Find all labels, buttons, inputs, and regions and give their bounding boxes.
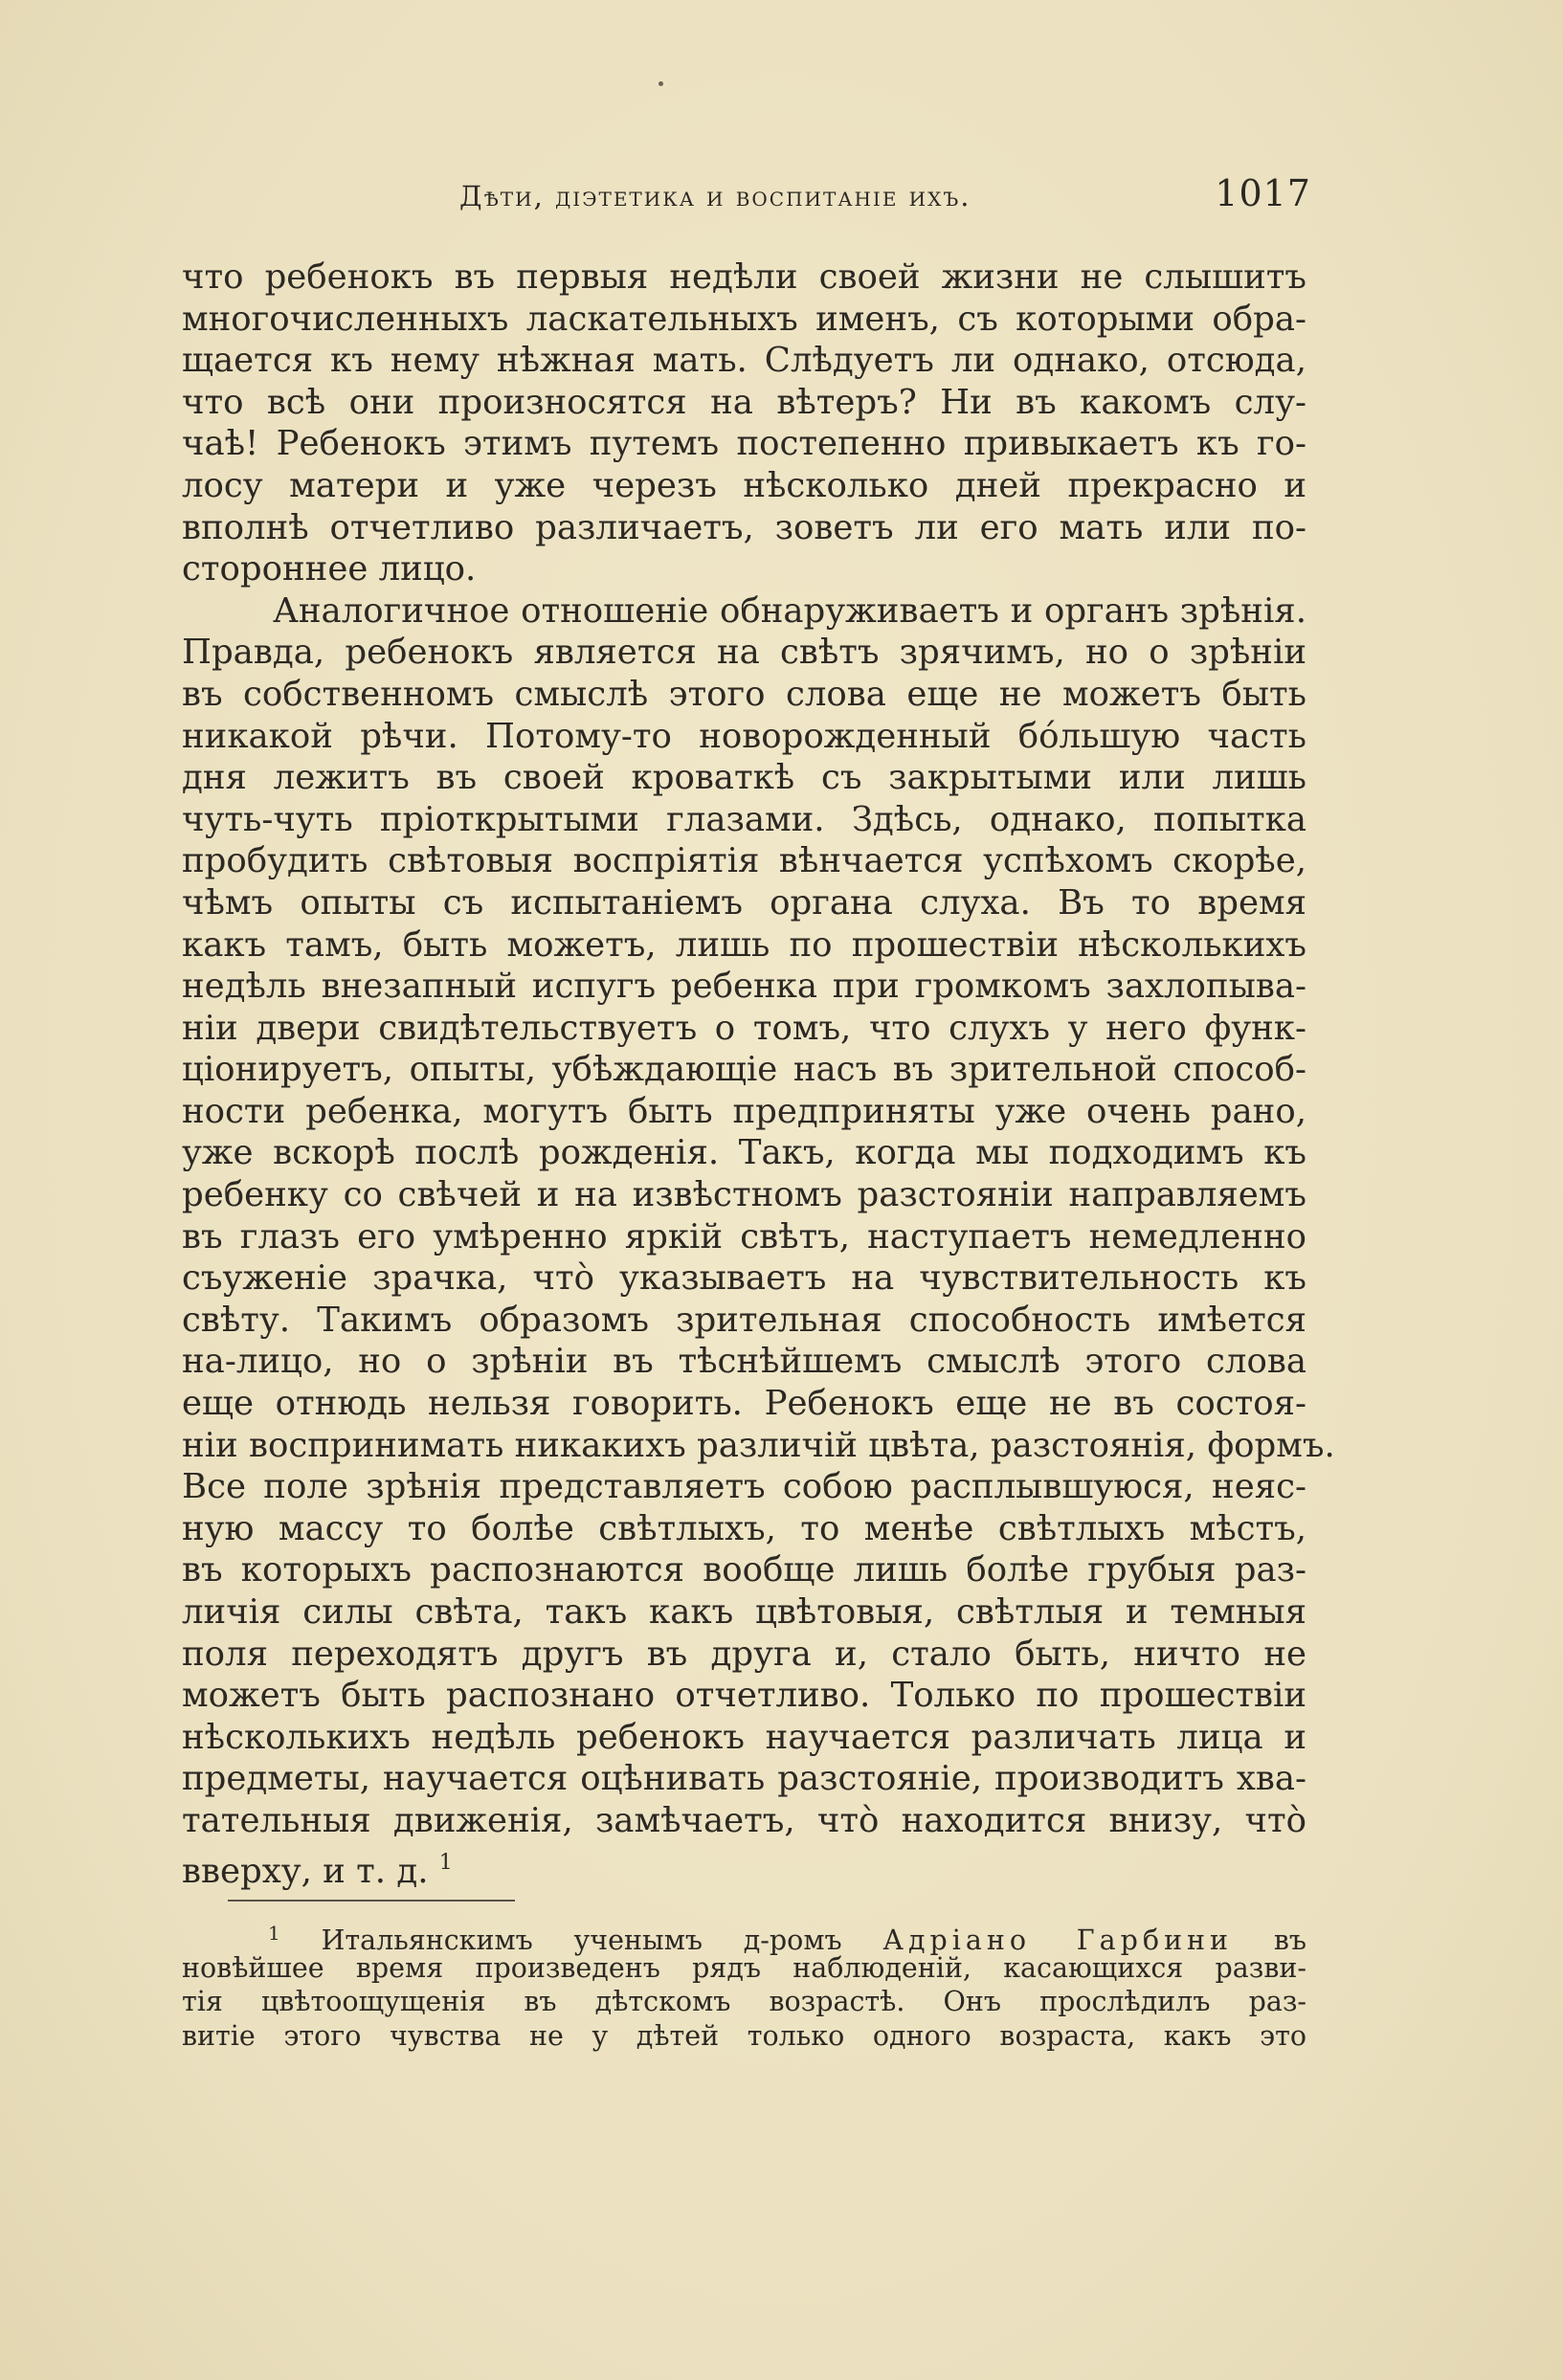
- text-line: ребенку со свѣчей и на извѣстномъ разстояніи направляемъ: [182, 1175, 1306, 1215]
- footnote-text: въ: [1273, 1924, 1307, 1956]
- footnote-text: Итальянскимъ ученымъ д-ромъ: [321, 1924, 842, 1956]
- text-line: въ которыхъ распознаются вообще лишь болѣе грубыя раз-: [182, 1550, 1306, 1590]
- text-line: поля переходятъ другъ въ друга и, стало быть, ничто не: [182, 1634, 1306, 1674]
- footnote-line: [182, 1917, 1307, 1956]
- text-line: пробудить свѣтовыя воспріятія вѣнчается успѣхомъ скорѣе,: [182, 841, 1306, 881]
- footnote-person-name: Адріано Гарбини: [882, 1924, 1234, 1956]
- text-line: съуженіе зрачка, чтò указываетъ на чувствительность къ: [182, 1258, 1306, 1299]
- text-line: чаѣ! Ребенокъ этимъ путемъ постепенно привыкаетъ къ го-: [182, 424, 1306, 464]
- text-line: что ребенокъ въ первыя недѣли своей жизни не слышитъ: [182, 257, 1306, 297]
- text-line: щается къ нему нѣжная мать. Слѣдуетъ ли однако, отсюда,: [182, 341, 1306, 381]
- footnote: [182, 1917, 1306, 2053]
- text-line: Аналогичное отношеніе обнаруживаетъ и органъ зрѣнія.: [273, 590, 1306, 631]
- text-line: можетъ быть распознано отчетливо. Только по прошествіи: [182, 1676, 1306, 1716]
- text-line: лосу матери и уже черезъ нѣсколько дней прекрасно и: [182, 465, 1306, 505]
- text-line: Правда, ребенокъ является на свѣтъ зрячимъ, но о зрѣніи: [182, 633, 1306, 673]
- text-line: ную массу то болѣе свѣтлыхъ, то менѣе свѣтлыхъ мѣстъ,: [182, 1508, 1306, 1548]
- text-line: личія силы свѣта, такъ какъ цвѣтовыя, свѣтлыя и темныя: [182, 1592, 1306, 1632]
- ink-speck: [659, 81, 663, 86]
- text-line: предметы, научается оцѣнивать разстояніе, производитъ хва-: [182, 1759, 1306, 1799]
- text-line: чѣмъ опыты съ испытаніемъ органа слуха. Въ то время: [182, 882, 1306, 923]
- text-line: въ глазъ его умѣренно яркій свѣтъ, наступаетъ немедленно: [182, 1216, 1306, 1257]
- footnote-line: витіе этого чувства не у дѣтей только одного возраста, какъ это: [182, 2019, 1306, 2052]
- footnote-line: новѣйшее время произведенъ рядъ наблюденій, касающихся разви-: [182, 1951, 1306, 1984]
- text-line: что всѣ они произносятся на вѣтеръ? Ни въ какомъ слу-: [182, 382, 1306, 422]
- footnote-divider: [228, 1900, 515, 1902]
- text-line: вполнѣ отчетливо различаетъ, зоветъ ли его мать или по-: [182, 507, 1306, 547]
- text-line: чуть-чуть пріоткрытыми глазами. Здѣсь, однако, попытка: [182, 799, 1306, 839]
- text-line: еще отнюдь нельзя говорить. Ребенокъ еще не въ состоя-: [182, 1384, 1306, 1424]
- text-line: какъ тамъ, быть можетъ, лишь по прошествіи нѣсколькихъ: [182, 924, 1306, 965]
- running-title: Дѣти, діэтетика и воспитаніе ихъ.: [459, 180, 971, 212]
- text-line: Все поле зрѣнія представляетъ собою расплывшуюся, неяс-: [182, 1467, 1306, 1507]
- text-line: недѣль внезапный испугъ ребенка при громкомъ захлопыва-: [182, 967, 1306, 1007]
- text-line: ности ребенка, могутъ быть предприняты уже очень рано,: [182, 1091, 1306, 1131]
- footnote-line: тія цвѣтоощущенія въ дѣтскомъ возрастѣ. Онъ прослѣдилъ раз-: [182, 1986, 1306, 2017]
- text-line: никакой рѣчи. Потому-то новорожденный бóльшую часть: [182, 716, 1306, 756]
- text-line: въ собственномъ смыслѣ этого слова еще не можетъ быть: [182, 674, 1306, 714]
- text-line: нѣсколькихъ недѣль ребенокъ научается различать лица и: [182, 1717, 1306, 1757]
- text-line: ніи воспринимать никакихъ различій цвѣта, разстоянія, формъ.: [182, 1425, 1335, 1465]
- text-line: тательныя движенія, замѣчаетъ, чтò находится внизу, чтò: [182, 1800, 1306, 1840]
- page-number: 1017: [1215, 172, 1311, 214]
- text-line: многочисленныхъ ласкательныхъ именъ, съ которыми обра-: [182, 299, 1306, 339]
- text-line-final: [182, 1842, 1306, 1891]
- body-text: [182, 256, 1335, 1891]
- text-line-final-content: вверху, и т. д.: [182, 1851, 429, 1891]
- text-line: ніи двери свидѣтельствуетъ о томъ, что слухъ у него функ-: [182, 1008, 1306, 1048]
- text-line: ціонируетъ, опыты, убѣждающіе насъ въ зрительной способ-: [182, 1050, 1306, 1090]
- running-head: [450, 172, 1311, 220]
- text-line: дня лежитъ въ своей кроваткѣ съ закрытыми или лишь: [182, 758, 1306, 798]
- footnote-reference[interactable]: 1: [438, 1850, 453, 1875]
- text-line: стороннее лицо.: [182, 549, 477, 589]
- footnote-marker: 1: [268, 1922, 280, 1945]
- text-line: на-лицо, но о зрѣніи въ тѣснѣйшемъ смыслѣ этого слова: [182, 1342, 1306, 1382]
- text-line: свѣту. Такимъ образомъ зрительная способность имѣется: [182, 1300, 1306, 1340]
- text-line: уже вскорѣ послѣ рожденія. Такъ, когда мы подходимъ къ: [182, 1133, 1306, 1173]
